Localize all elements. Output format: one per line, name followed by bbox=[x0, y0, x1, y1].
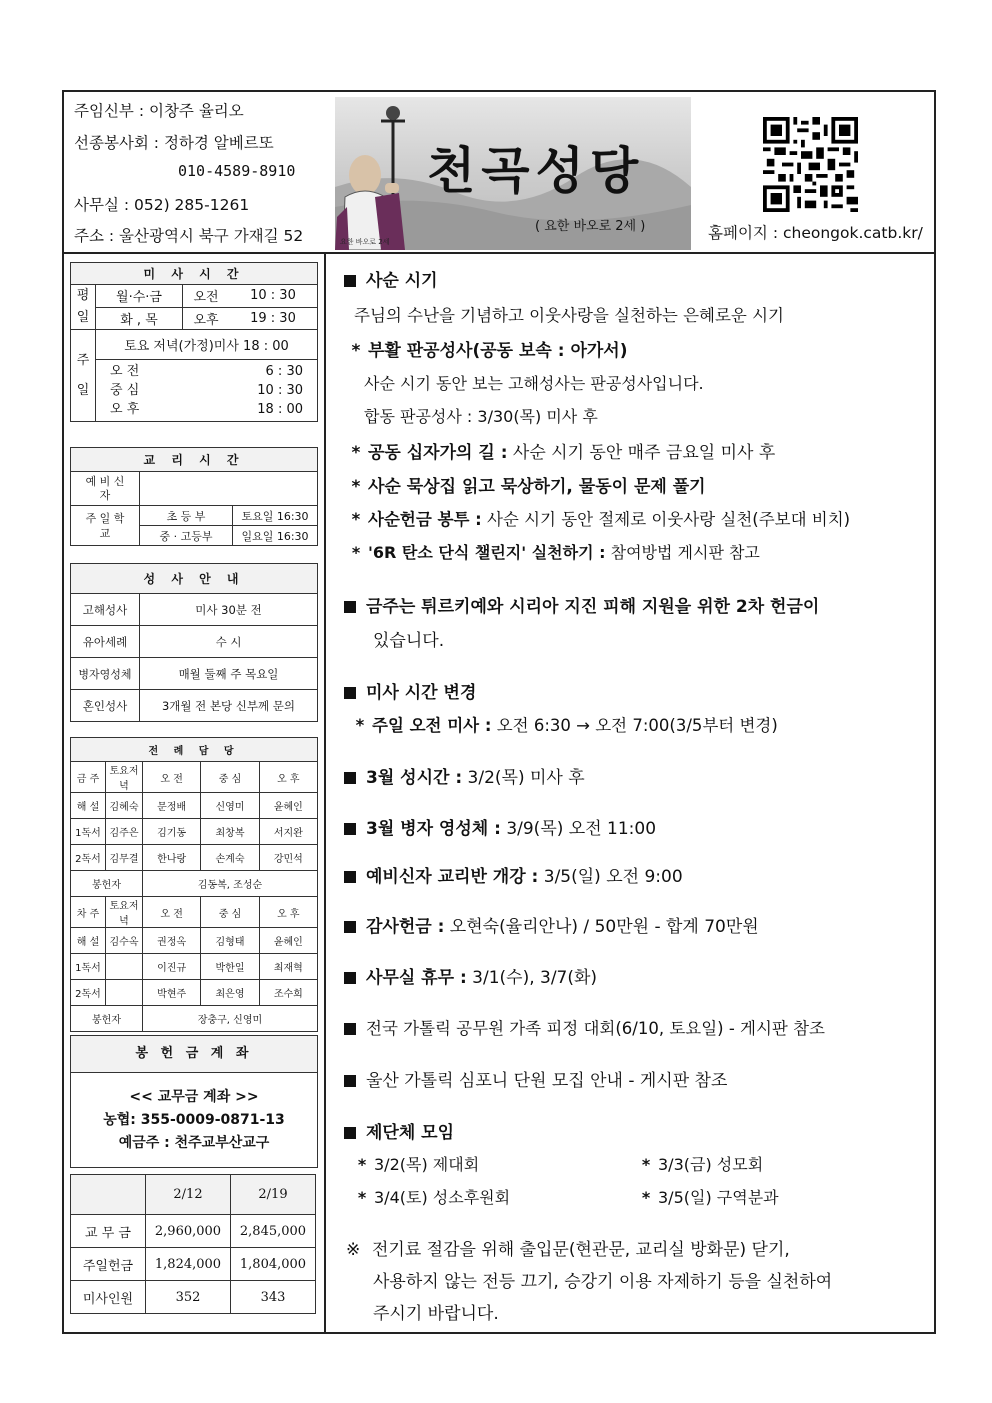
weekday-ampm: 오전 bbox=[183, 285, 230, 308]
liturgy-header-cell: 오 후 bbox=[259, 762, 317, 793]
notice-title: 사순헌금 봉투 : bbox=[368, 510, 482, 529]
notice-envelope bbox=[344, 506, 850, 530]
liturgy-offertory-label: 봉헌자 bbox=[71, 1006, 143, 1032]
notice-text: 3/9(목) 오전 11:00 bbox=[500, 819, 657, 839]
group-meeting bbox=[350, 1185, 510, 1208]
photo-caption: 요한 바오로 2세 bbox=[340, 238, 390, 246]
notice-title: 전기료 절감을 위해 출입문(현관문, 교리실 방화문) 닫기, bbox=[372, 1240, 790, 1260]
stats-value: 343 bbox=[231, 1281, 316, 1314]
notice-text: 3/2(목) 미사 후 bbox=[462, 768, 585, 788]
notice-title: 주시기 바랍니다. bbox=[373, 1304, 499, 1324]
parish-name-title: 천곡성당 bbox=[427, 141, 645, 200]
notice-retreat bbox=[344, 1015, 825, 1039]
liturgy-role: 2독서 bbox=[71, 845, 106, 871]
catechumen-label: 예 비 신 자 bbox=[71, 472, 140, 506]
liturgy-person: 김주은 bbox=[106, 819, 143, 845]
office-phone: 사무실 : 052) 285-1261 bbox=[74, 196, 250, 214]
square-bullet-icon bbox=[344, 871, 356, 883]
liturgy-header-cell: 차 주 bbox=[71, 897, 106, 928]
stats-label: 미사인원 bbox=[71, 1281, 146, 1314]
group-meeting bbox=[634, 1152, 763, 1175]
catechism-table bbox=[70, 447, 318, 546]
star-bullet-icon: * bbox=[351, 443, 361, 463]
notice-text: 오전 6:30 → 오전 7:00(3/5부터 변경) bbox=[491, 716, 778, 735]
liturgy-person: 최재혁 bbox=[259, 954, 317, 980]
star-bullet-icon: * bbox=[351, 543, 361, 562]
account-holder: 예금주 : 천주교부산교구 bbox=[118, 1135, 270, 1151]
weekday-label: 평 일 bbox=[71, 285, 96, 330]
group-meeting bbox=[350, 1152, 479, 1175]
header-divider bbox=[62, 252, 936, 254]
notice-confession bbox=[344, 336, 628, 361]
liturgy-header-cell: 오 전 bbox=[143, 897, 201, 928]
sacraments-table bbox=[70, 563, 318, 722]
square-bullet-icon bbox=[344, 1075, 356, 1087]
liturgy-header-cell: 토요저녁 bbox=[106, 762, 143, 793]
offering-stats-table bbox=[70, 1174, 316, 1314]
notice-text: 사순 시기 동안 매주 금요일 미사 후 bbox=[507, 443, 776, 463]
liturgy-person: 문정배 bbox=[143, 793, 201, 819]
sacraments-title: 성 사 안 내 bbox=[71, 564, 318, 594]
stats-value: 2,960,000 bbox=[146, 1215, 231, 1248]
stats-label: 교 무 금 bbox=[71, 1215, 146, 1248]
liturgy-person: 강민석 bbox=[259, 845, 317, 871]
star-bullet-icon: * bbox=[357, 1155, 367, 1174]
star-bullet-icon: * bbox=[641, 1188, 651, 1207]
notice-carbon bbox=[344, 540, 760, 563]
liturgy-person: 한나랑 bbox=[143, 845, 201, 871]
notice-holy-hour bbox=[344, 763, 585, 788]
liturgy-role: 2독서 bbox=[71, 980, 106, 1006]
notice-title: 금주는 튀르키예와 시리아 지진 피해 지원을 위한 2차 헌금이 bbox=[366, 597, 820, 617]
parish-banner bbox=[335, 97, 691, 250]
square-bullet-icon bbox=[344, 921, 356, 933]
notice-title: 미사 시간 변경 bbox=[366, 683, 477, 703]
liturgy-header-cell: 금 주 bbox=[71, 762, 106, 793]
liturgy-person: 이진규 bbox=[143, 954, 201, 980]
stats-corner bbox=[71, 1175, 146, 1215]
liturgy-person: 윤혜인 bbox=[259, 928, 317, 954]
sacrament-name: 병자영성체 bbox=[71, 658, 140, 690]
school-level: 초 등 부 bbox=[140, 506, 233, 526]
square-bullet-icon bbox=[344, 772, 356, 784]
square-bullet-icon bbox=[344, 687, 356, 699]
notice-text: 3/5(일) 오전 9:00 bbox=[538, 867, 683, 887]
stats-label: 주일헌금 bbox=[71, 1248, 146, 1281]
mass-times-title: 미 사 시 간 bbox=[71, 263, 318, 285]
column-divider bbox=[324, 252, 326, 1334]
sunday-mass-time: 18 : 00 bbox=[257, 402, 303, 417]
liturgy-header-cell: 중 심 bbox=[201, 897, 259, 928]
account-line1: << 교무금 계좌 >> bbox=[129, 1089, 259, 1105]
stats-value: 1,824,000 bbox=[146, 1248, 231, 1281]
weekday-time: 10 : 30 bbox=[229, 285, 318, 308]
group-meeting-text: 3/5(일) 구역분과 bbox=[658, 1188, 779, 1207]
council-line: 선종봉사회 : 정하경 알베르또 bbox=[74, 134, 274, 152]
notice-power-saving bbox=[346, 1235, 790, 1260]
notice-groups bbox=[344, 1118, 454, 1143]
liturgy-role: 1독서 bbox=[71, 819, 106, 845]
liturgy-person bbox=[106, 954, 143, 980]
sacrament-info: 3개월 전 본당 신부께 문의 bbox=[140, 690, 318, 722]
notice-mass-change-detail bbox=[348, 712, 778, 736]
notice-title: 3월 성시간 : bbox=[366, 768, 463, 788]
catechumen-time bbox=[140, 472, 318, 506]
address-line: 주소 : 울산광역시 북구 가재길 52 bbox=[74, 227, 304, 245]
square-bullet-icon bbox=[344, 601, 356, 613]
notice-title: 주일 오전 미사 : bbox=[372, 716, 492, 735]
square-bullet-icon bbox=[344, 275, 356, 287]
liturgy-person: 김혜숙 bbox=[106, 793, 143, 819]
liturgy-person: 김형태 bbox=[201, 928, 259, 954]
notice-text: 오현숙(율리안나) / 50만원 - 합계 70만원 bbox=[444, 917, 759, 937]
stats-date: 2/19 bbox=[231, 1175, 316, 1215]
liturgy-offertory-label: 봉헌자 bbox=[71, 871, 143, 897]
star-bullet-icon: * bbox=[641, 1155, 651, 1174]
stats-date: 2/12 bbox=[146, 1175, 231, 1215]
pastor-line: 주임신부 : 이창주 율리오 bbox=[74, 102, 244, 120]
notice-title: 사용하지 않는 전등 끄기, 승강기 이용 자제하기 등을 실천하여 bbox=[373, 1272, 833, 1292]
notice-title: 사순 묵상집 읽고 묵상하기, 물동이 문제 풀기 bbox=[368, 477, 706, 497]
stats-value: 1,804,000 bbox=[231, 1248, 316, 1281]
notice-title: 3월 병자 영성체 : bbox=[366, 819, 501, 839]
liturgy-person: 김무결 bbox=[106, 845, 143, 871]
homepage-link[interactable]: 홈페이지 : cheongok.catb.kr/ bbox=[708, 224, 923, 242]
sacrament-name: 고해성사 bbox=[71, 594, 140, 626]
offering-account-box bbox=[70, 1035, 318, 1168]
notice-title: 있습니다. bbox=[373, 631, 445, 651]
account-number: 농협: 355-0009-0871-13 bbox=[103, 1112, 285, 1128]
school-time: 일요일 16:30 bbox=[233, 526, 318, 546]
notice-text: 참여방법 게시판 참고 bbox=[605, 543, 760, 562]
sunday-mass-time: 10 : 30 bbox=[257, 383, 303, 398]
weekday-days: 월·수·금 bbox=[96, 285, 183, 308]
liturgy-title: 전 례 담 당 bbox=[71, 738, 318, 762]
catechism-title: 교 리 시 간 bbox=[71, 448, 318, 472]
liturgy-header-cell: 토요저녁 bbox=[106, 897, 143, 928]
stats-value: 352 bbox=[146, 1281, 231, 1314]
liturgy-offertory-names: 장충구, 신영미 bbox=[143, 1006, 318, 1032]
notice-sick-communion bbox=[344, 814, 656, 839]
notice-meditation bbox=[344, 472, 706, 497]
notice-title: 사순 시기 bbox=[366, 271, 438, 291]
sunday-mass-row bbox=[110, 400, 303, 419]
sacrament-info: 미사 30분 전 bbox=[140, 594, 318, 626]
liturgy-role: 1독서 bbox=[71, 954, 106, 980]
group-meeting-text: 3/4(토) 성소후원회 bbox=[374, 1188, 511, 1207]
notice-title: 공동 십자가의 길 : bbox=[368, 443, 508, 463]
liturgy-person: 김수옥 bbox=[106, 928, 143, 954]
notice-text: 사순 시기 동안 절제로 이웃사랑 실천(주보대 비치) bbox=[481, 510, 851, 529]
star-bullet-icon: * bbox=[355, 716, 365, 735]
weekday-time: 19 : 30 bbox=[229, 307, 318, 330]
liturgy-person: 신영미 bbox=[201, 793, 259, 819]
group-meeting bbox=[634, 1185, 779, 1208]
sunday-mass-name: 오 후 bbox=[110, 402, 140, 417]
liturgy-person: 윤혜인 bbox=[259, 793, 317, 819]
liturgy-person: 조수희 bbox=[259, 980, 317, 1006]
liturgy-person: 서지완 bbox=[259, 819, 317, 845]
council-phone: 010-4589-8910 bbox=[178, 162, 296, 180]
school-time: 토요일 16:30 bbox=[233, 506, 318, 526]
sunday-school-label: 주 일 학 교 bbox=[71, 506, 140, 546]
liturgy-table bbox=[70, 737, 318, 1032]
liturgy-header-cell: 오 후 bbox=[259, 897, 317, 928]
sacrament-info: 매월 둘째 주 목요일 bbox=[140, 658, 318, 690]
liturgy-person: 권정옥 bbox=[143, 928, 201, 954]
liturgy-person: 박한일 bbox=[201, 954, 259, 980]
sunday-mass-row bbox=[110, 362, 303, 381]
star-bullet-icon: * bbox=[351, 341, 361, 361]
notice-text: 3/1(수), 3/7(화) bbox=[466, 968, 598, 988]
square-bullet-icon bbox=[344, 1127, 356, 1139]
notice-lent bbox=[344, 266, 438, 291]
square-bullet-icon bbox=[344, 823, 356, 835]
sacrament-info: 수 시 bbox=[140, 626, 318, 658]
patron-subtitle: ( 요한 바오로 2세 ) bbox=[535, 219, 646, 234]
reference-mark-icon: ※ bbox=[346, 1240, 361, 1260]
sunday-mass-row bbox=[110, 381, 303, 400]
notice-catechumen-class bbox=[344, 862, 683, 887]
weekday-ampm: 오후 bbox=[183, 307, 230, 330]
star-bullet-icon: * bbox=[357, 1188, 367, 1207]
group-meeting-text: 3/3(금) 성모회 bbox=[658, 1155, 764, 1174]
school-level: 중 · 고등부 bbox=[140, 526, 233, 546]
sunday-mass-time: 6 : 30 bbox=[265, 364, 303, 379]
liturgy-offertory-names: 김동복, 조성순 bbox=[143, 871, 318, 897]
notice-text: 합동 판공성사 : 3/30(목) 미사 후 bbox=[364, 407, 598, 426]
notice-text: 주님의 수난을 기념하고 이웃사랑을 실천하는 은혜로운 시기 bbox=[354, 306, 784, 325]
qr-code-icon[interactable] bbox=[763, 117, 858, 212]
stats-value: 2,845,000 bbox=[231, 1215, 316, 1248]
saturday-eve-mass: 토요 저녁(가정)미사 18 : 00 bbox=[96, 330, 318, 360]
notice-title: 울산 가톨릭 심포니 단원 모집 안내 - 게시판 참조 bbox=[366, 1071, 728, 1091]
square-bullet-icon bbox=[344, 972, 356, 984]
notice-symphony bbox=[344, 1066, 727, 1091]
liturgy-person: 박현주 bbox=[143, 980, 201, 1006]
sacrament-name: 혼인성사 bbox=[71, 690, 140, 722]
notice-thanks-offering bbox=[344, 912, 759, 937]
liturgy-header-cell: 중 심 bbox=[201, 762, 259, 793]
notice-title: 감사헌금 : bbox=[366, 917, 445, 937]
notice-mass-change bbox=[344, 678, 476, 703]
notice-title: 부활 판공성사(공동 보속 : 아가서) bbox=[368, 341, 628, 361]
notice-title: 전국 가톨릭 공무원 가족 피정 대회(6/10, 토요일) - 게시판 참조 bbox=[366, 1019, 825, 1038]
sunday-mass-name: 중 심 bbox=[110, 383, 140, 398]
star-bullet-icon: * bbox=[351, 510, 361, 529]
notice-text: 사순 시기 동안 보는 고해성사는 판공성사입니다. bbox=[364, 374, 704, 393]
notice-title: '6R 탄소 단식 챌린지' 실천하기 : bbox=[368, 543, 606, 562]
weekday-days: 화 , 목 bbox=[96, 307, 183, 330]
liturgy-person: 손계숙 bbox=[201, 845, 259, 871]
liturgy-header-cell: 오 전 bbox=[143, 762, 201, 793]
notice-earthquake bbox=[344, 592, 819, 617]
notice-title: 제단체 모임 bbox=[366, 1123, 455, 1143]
liturgy-role: 해 설 bbox=[71, 793, 106, 819]
liturgy-person: 김기동 bbox=[143, 819, 201, 845]
account-title: 봉 헌 금 계 좌 bbox=[71, 1036, 317, 1073]
notice-title: 예비신자 교리반 개강 : bbox=[366, 867, 539, 887]
liturgy-person: 최창복 bbox=[201, 819, 259, 845]
notice-title: 사무실 휴무 : bbox=[366, 968, 467, 988]
notice-office-closed bbox=[344, 963, 597, 988]
group-meeting-text: 3/2(목) 제대회 bbox=[374, 1155, 480, 1174]
square-bullet-icon bbox=[344, 1023, 356, 1035]
star-bullet-icon: * bbox=[351, 477, 361, 497]
sunday-label: 주 일 bbox=[71, 330, 96, 422]
liturgy-person: 최은영 bbox=[201, 980, 259, 1006]
liturgy-role: 해 설 bbox=[71, 928, 106, 954]
mass-times-table bbox=[70, 262, 318, 422]
sunday-mass-name: 오 전 bbox=[110, 364, 140, 379]
notice-cross bbox=[344, 438, 775, 463]
sacrament-name: 유아세례 bbox=[71, 626, 140, 658]
liturgy-person bbox=[106, 980, 143, 1006]
